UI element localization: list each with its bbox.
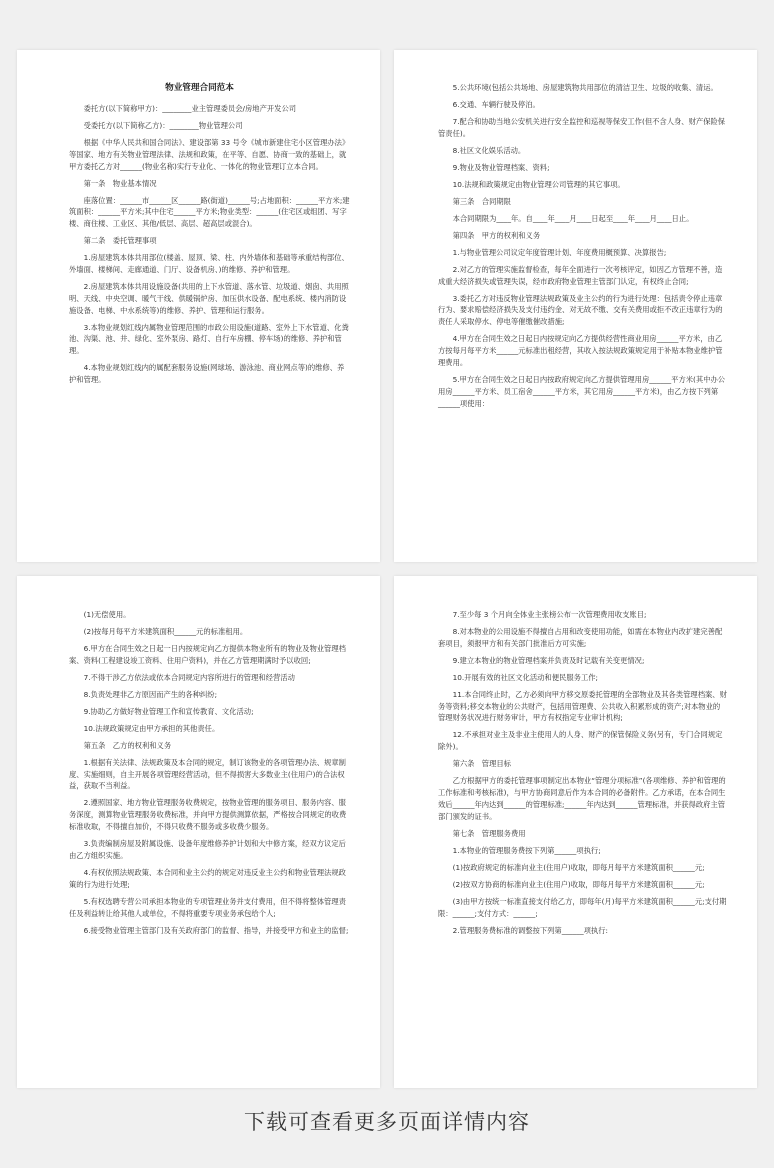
paragraph: 7.至少每 3 个月向全体业主张榜公布一次管理费用收支账目; bbox=[452, 610, 647, 619]
paragraph: (3)由甲方按统一标准直接支付给乙方，即每年(月)每平方米建筑面积______元;支付期限：______;支付方式：______; bbox=[438, 896, 727, 918]
paragraph: 3.负责编制房屋及附属设施、设备年度维修养护计划和大中修方案，经双方议定后由乙方组织实施。 bbox=[69, 839, 346, 860]
document-page-2 bbox=[394, 50, 757, 562]
paragraph: 3.委托乙方对违反物业管理法规政策及业主公约的行为进行处理：包括责令停止违章行为、要求赔偿经济损失及支付违约金、对无故不缴、交有关费用或拒不改正违章行为的责任人采取停水、停电等催缴催改措施; bbox=[438, 293, 723, 327]
paragraph: 1.本物业的管理服务费按下列第______项执行; bbox=[452, 845, 601, 855]
section-heading: 第七条 管理服务费用 bbox=[452, 828, 526, 838]
paragraph: 6.接受物业管理主管部门及有关政府部门的监督、指导，并接受甲方和业主的监督; bbox=[83, 925, 349, 935]
paragraph: 1.房屋建筑本体共用部位(楼盖、屋顶、梁、柱、内外墙体和基础等承重结构部位、外墙面、楼梯间、走廊通道、门厅、设备机房、)的维修、养护和管理。 bbox=[69, 253, 349, 274]
document-page-4 bbox=[394, 576, 757, 1088]
paragraph: 4.本物业规划红线内的属配套服务设施(网球场、游泳池、商业网点等)的维修、养护和管理。 bbox=[69, 363, 345, 385]
paragraph: 6.交通、车辆行驶及停泊。 bbox=[452, 100, 540, 109]
section-heading: 第三条 合同期限 bbox=[452, 196, 511, 206]
paragraph: 5.公共环境(包括公共场地、房屋建筑物共用部位的清洁卫生、垃圾的收集、清运。 bbox=[452, 83, 718, 92]
paragraph: 8.负责处理非乙方原因而产生的各种纠纷; bbox=[83, 689, 218, 699]
paragraph: 8.社区文化娱乐活动。 bbox=[452, 145, 526, 155]
paragraph: 10.法规政策规定由甲方承担的其他责任。 bbox=[83, 723, 220, 733]
paragraph: 6.甲方在合同生效之日起一日内按规定向乙方提供本物业所有的物业及物业管理档案、资料(工程建设竣工资料、住用户资料)，并在乙方管理期满时予以收回; bbox=[69, 644, 346, 665]
section-heading: 第一条 物业基本情况 bbox=[83, 178, 157, 188]
paragraph: (1)无偿使用。 bbox=[83, 610, 131, 619]
paragraph: 11.本合同终止时，乙方必须向甲方移交原委托管理的全部物业及其各类管理档案、财务等资料;移交本物业的公共财产，包括用管理费、公共收入积累形成的资产;对本物业的管理财务状况进行财务审计，甲方有权指定专业审计机构; bbox=[438, 689, 727, 723]
paragraph: (2)按每月每平方米建筑面积______元的标准租用。 bbox=[83, 627, 248, 636]
paragraph: 7.不得干涉乙方依法或依本合同规定内容所进行的管理和经营活动 bbox=[83, 672, 295, 682]
paragraph: 1.与物业管理公司议定年度管理计划、年度费用概预算、决算报告; bbox=[452, 247, 667, 257]
paragraph: 1.根据有关法律、法规政策及本合同的规定，制订该物业的各项管理办法、规章制度、实施细则，自主开展各项管理经营活动，但不得损害大多数业主(住用户)的合法权益，获取不当利益。 bbox=[69, 757, 346, 791]
paragraph: 2.对乙方的管理实施监督检查，每年全面进行一次考核评定，如因乙方管理不善，造成重大经济损失或管理失误，经市政府物业管理主管部门认定，有权终止合同; bbox=[438, 264, 723, 286]
paragraph: 2.管理服务费标准的调整按下列第______项执行: bbox=[452, 925, 608, 935]
paragraph: 7.配合和协助当地公安机关进行安全监控和巡视等保安工作(但不含人身、财产保险保管责任)。 bbox=[438, 117, 726, 138]
paragraph: 9.协助乙方做好物业管理工作和宣传教育、文化活动; bbox=[83, 706, 254, 716]
paragraph: 乙方根据甲方的委托管理事项制定出本物业“管理分项标准”(各项维修、养护和管理的工作标准和考核标准)，与甲方协商同意后作为本合同的必备附件。乙方承诺，在本合同生效后______年内达到______的管理标准;______年内达到______管理标准，并获得政府主管部门颁发的证书。 bbox=[438, 776, 726, 821]
paragraph: 9.建立本物业的物业管理档案并负责及时记载有关变更情况; bbox=[452, 655, 645, 665]
paragraph: 5.甲方在合同生效之日起日内按政府规定向乙方提供管理用房______平方米(其中办公用房______平方米、员工宿舍______平方米，其它用房______平方米)，由乙方按下列第______项使用： bbox=[438, 374, 726, 408]
download-more-text[interactable]: 下载可查看更多页面详情内容 bbox=[244, 1110, 530, 1134]
section-heading: 第六条 管理目标 bbox=[452, 759, 511, 769]
paragraph: 座落位置：______市______区______路(街道)______号;占地面积：______平方米;建筑面积：______平方米;其中住宅______平方米;物业类型：______(住宅区或组团、写字楼、商住楼、工业区、其他/低层、高层、超高层或混合)。 bbox=[69, 195, 350, 229]
paragraph: 5.有权选聘专营公司承担本物业的专项管理业务并支付费用，但不得将整体管理责任及利益转让给其他人或单位，不得将重要专项业务承包给个人; bbox=[69, 896, 346, 918]
paragraph: 委托方(以下简称甲方)：________业主管理委员会/房地产开发公司 bbox=[83, 103, 297, 113]
paragraph: (1)按政府规定的标准向业主(住用户)收取，即每月每平方米建筑面积______元; bbox=[452, 862, 705, 872]
document-page-3 bbox=[17, 576, 380, 1088]
paragraph: 2.房屋建筑本体共用设施设备(共用的上下水管道、落水管、垃圾道、烟囱、共用照明、天线、中央空调、暖气干线、供暖锅炉房、加压供水设备、配电系统、楼内消防设施设备、电梯、中水系统等)的维修、养护、管理和运行服务。 bbox=[69, 281, 349, 315]
paragraph: 3.本物业规划红线内属物业管理范围的市政公用设施(道路、室外上下水管道、化粪池、沟渠、池、井、绿化、室外泵房、路灯、自行车房棚、停车场)的维修、养护和管理。 bbox=[69, 322, 349, 356]
paragraph: 4.甲方在合同生效之日起日内按规定向乙方提供经营性商业用房______平方米，由乙方按每月每平方米______元标准出租经营，其收入按法规政策规定用于补贴本物业维护管理费用。 bbox=[438, 334, 723, 367]
paragraph: 2.遵照国家、地方物业管理服务收费规定，按物业管理的服务项目、服务内容、服务深度，测算物业管理服务收费标准，并向甲方提供测算依据，严格按合同规定的收费标准收取，不得擅自加价，不得只收费不服务或多收费少服务。 bbox=[69, 798, 347, 832]
paragraph: 9.物业及物业管理档案、资料; bbox=[452, 162, 550, 172]
section-heading: 第二条 委托管理事项 bbox=[83, 236, 157, 246]
paragraph: (2)按双方协商的标准向业主(住用户)收取，即每月每平方米建筑面积______元; bbox=[452, 879, 705, 889]
paragraph: 根据《中华人民共和国合同法》、建设部第 33 号令《城市新建住宅小区管理办法》等国家、地方有关物业管理法律、法规和政策，在平等、自愿、协商一致的基础上，就甲方委托乙方对______(物业名称)实行专业化、一体化的物业管理订立本合同。 bbox=[69, 137, 350, 171]
paragraph: 本合同期限为____年。自____年____月____日起至____年____月____日止。 bbox=[452, 213, 694, 223]
paragraph: 4.有权依照法规政策、本合同和业主公约的规定对违反业主公约和物业管理法规政策的行为进行处理; bbox=[69, 867, 346, 889]
paragraph: 10.法规和政策规定由物业管理公司管理的其它事项。 bbox=[452, 179, 625, 189]
section-heading: 第五条 乙方的权利和义务 bbox=[83, 740, 172, 750]
document-title: 物业管理合同范本 bbox=[165, 83, 234, 93]
document-page-1 bbox=[17, 50, 380, 562]
paragraph: 受委托方(以下简称乙方)：________物业管理公司 bbox=[83, 120, 243, 130]
section-heading: 第四条 甲方的权利和义务 bbox=[452, 230, 541, 240]
paragraph: 8.对本物业的公用设施不得擅自占用和改变使用功能，如需在本物业内改扩建完善配套项目，须报甲方和有关部门批准后方可实施; bbox=[438, 627, 723, 648]
paragraph: 12.不承担对业主及非业主使用人的人身、财产的保管保险义务(另有，专门合同规定除外)。 bbox=[438, 730, 723, 752]
paragraph: 10.开展有效的社区文化活动和便民服务工作; bbox=[452, 672, 598, 682]
